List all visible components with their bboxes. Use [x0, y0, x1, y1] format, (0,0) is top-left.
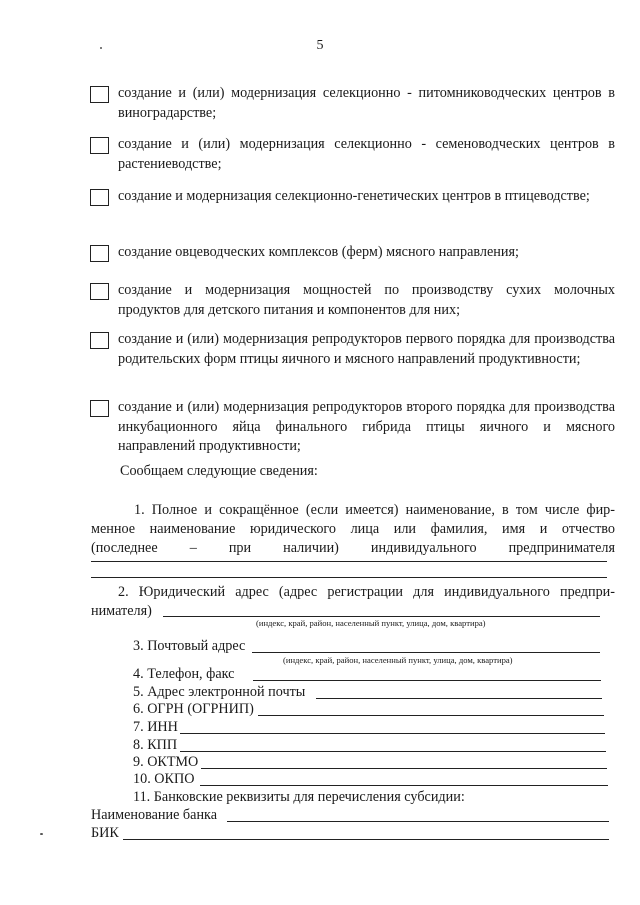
okpo-line[interactable]	[200, 785, 608, 786]
checklist-item-poultry-genetics[interactable]	[90, 187, 615, 227]
inn-line[interactable]	[180, 733, 605, 734]
page-number: 5	[316, 38, 324, 53]
checklist-item-label: создание и (или) модернизация репродукторов второго порядка для производства инкубационного яйца финального гибрида птицы яичного и мясного направлений продуктивности;	[118, 399, 615, 454]
checklist-item-seed-centers[interactable]	[90, 135, 615, 175]
checklist-item-second-order-reproducers[interactable]	[90, 398, 615, 458]
item1-line2: менное наименование юридического лица или фамилия, имя и отчество	[91, 521, 615, 537]
email-line[interactable]	[316, 698, 602, 699]
item1-line3: (последнее – при наличии) индивидуального предпринимателя	[91, 540, 615, 556]
legal-address-line[interactable]	[163, 616, 600, 617]
okpo-label: 10. ОКПО	[133, 771, 195, 787]
checklist-item-label: создание и (или) модернизация селекционно - питомниководческих центров в виноградарстве;	[118, 85, 615, 121]
checklist-item-vineyard-nursery[interactable]	[90, 84, 615, 124]
inn-label: 7. ИНН	[133, 719, 178, 735]
item2-line2: нимателя)	[91, 603, 152, 619]
checkbox[interactable]	[90, 137, 109, 154]
name-line-2[interactable]	[91, 577, 607, 578]
item1-line1: 1. Полное и сокращённое (если имеется) наименование, в том числе фир-	[134, 502, 615, 518]
email-label: 5. Адрес электронной почты	[133, 684, 306, 700]
name-line-1[interactable]	[91, 561, 607, 562]
item2-line1: 2. Юридический адрес (адрес регистрации для индивидуального предпри-	[118, 584, 615, 600]
checklist-item-first-order-reproducers[interactable]	[90, 330, 615, 390]
bik-line[interactable]	[123, 839, 609, 840]
checklist-item-sheep-farms[interactable]	[90, 243, 615, 265]
bank-details-heading: 11. Банковские реквизиты для перечисления субсидии:	[133, 789, 465, 805]
checkbox[interactable]	[90, 332, 109, 349]
checklist-item-label: создание и модернизация селекционно-генетических центров в птицеводстве;	[118, 188, 590, 204]
phone-fax-line[interactable]	[253, 680, 601, 681]
kpp-label: 8. КПП	[133, 737, 178, 753]
scan-speck	[100, 47, 102, 49]
kpp-line[interactable]	[180, 751, 606, 752]
checklist-item-label: создание и (или) модернизация селекционно - семеноводческих центров в растениеводстве;	[118, 136, 615, 172]
checklist-item-label: создание и модернизация мощностей по производству сухих молочных продуктов для детского питания и компонентов для них;	[118, 282, 615, 318]
checklist-item-dry-milk[interactable]	[90, 281, 615, 321]
oktmo-line[interactable]	[201, 768, 607, 769]
postal-address-label: 3. Почтовый адрес	[133, 638, 246, 654]
postal-address-hint: (индекс, край, район, населенный пункт, улица, дом, квартира)	[283, 655, 513, 665]
checklist-item-label: создание и (или) модернизация репродукторов первого порядка для производства родительских форм птицы яичного и мясного направлений продуктивности;	[118, 331, 615, 367]
checkbox[interactable]	[90, 245, 109, 262]
checkbox[interactable]	[90, 86, 109, 103]
ogrn-line[interactable]	[258, 715, 604, 716]
checkbox[interactable]	[90, 189, 109, 206]
ogrn-label: 6. ОГРН (ОГРНИП)	[133, 701, 254, 717]
bank-name-line[interactable]	[227, 821, 609, 822]
checkbox[interactable]	[90, 283, 109, 300]
oktmo-label: 9. ОКТМО	[133, 754, 199, 770]
bik-label: БИК	[91, 825, 119, 841]
postal-address-line[interactable]	[252, 652, 600, 653]
scan-speck	[40, 833, 43, 835]
intro-text: Сообщаем следующие сведения:	[120, 463, 318, 479]
legal-address-hint: (индекс, край, район, населенный пункт, улица, дом, квартира)	[256, 618, 486, 628]
checklist-item-label: создание овцеводческих комплексов (ферм) мясного направления;	[118, 244, 519, 260]
bank-name-label: Наименование банка	[91, 807, 218, 823]
phone-fax-label: 4. Телефон, факс	[133, 666, 235, 682]
checkbox[interactable]	[90, 400, 109, 417]
